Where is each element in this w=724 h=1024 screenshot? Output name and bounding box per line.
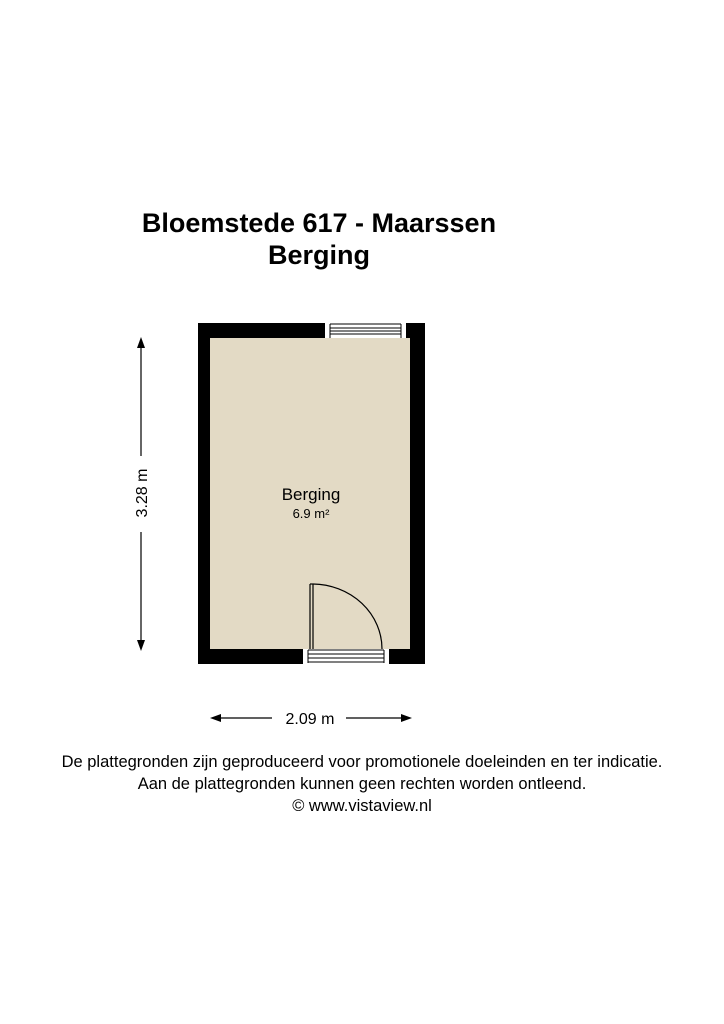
floor-name: Berging <box>267 240 370 270</box>
room-label: Berging <box>281 485 341 504</box>
height-dimension: 3.28 m <box>134 468 151 518</box>
room-area: 6.9 m² <box>292 506 330 521</box>
disclaimer-text-2: Aan de plattegronden kunnen geen rechten worden ontleend. <box>137 775 587 793</box>
disclaimer-text: De plattegronden zijn geproduceerd voor promotionele doeleinden en ter indicatie. <box>61 753 663 771</box>
width-dimension: 2.09 m <box>285 711 335 728</box>
plan-title: Bloemstede 617 - Maarssen <box>141 208 497 238</box>
copyright-text: © www.vistaview.nl <box>292 797 432 815</box>
